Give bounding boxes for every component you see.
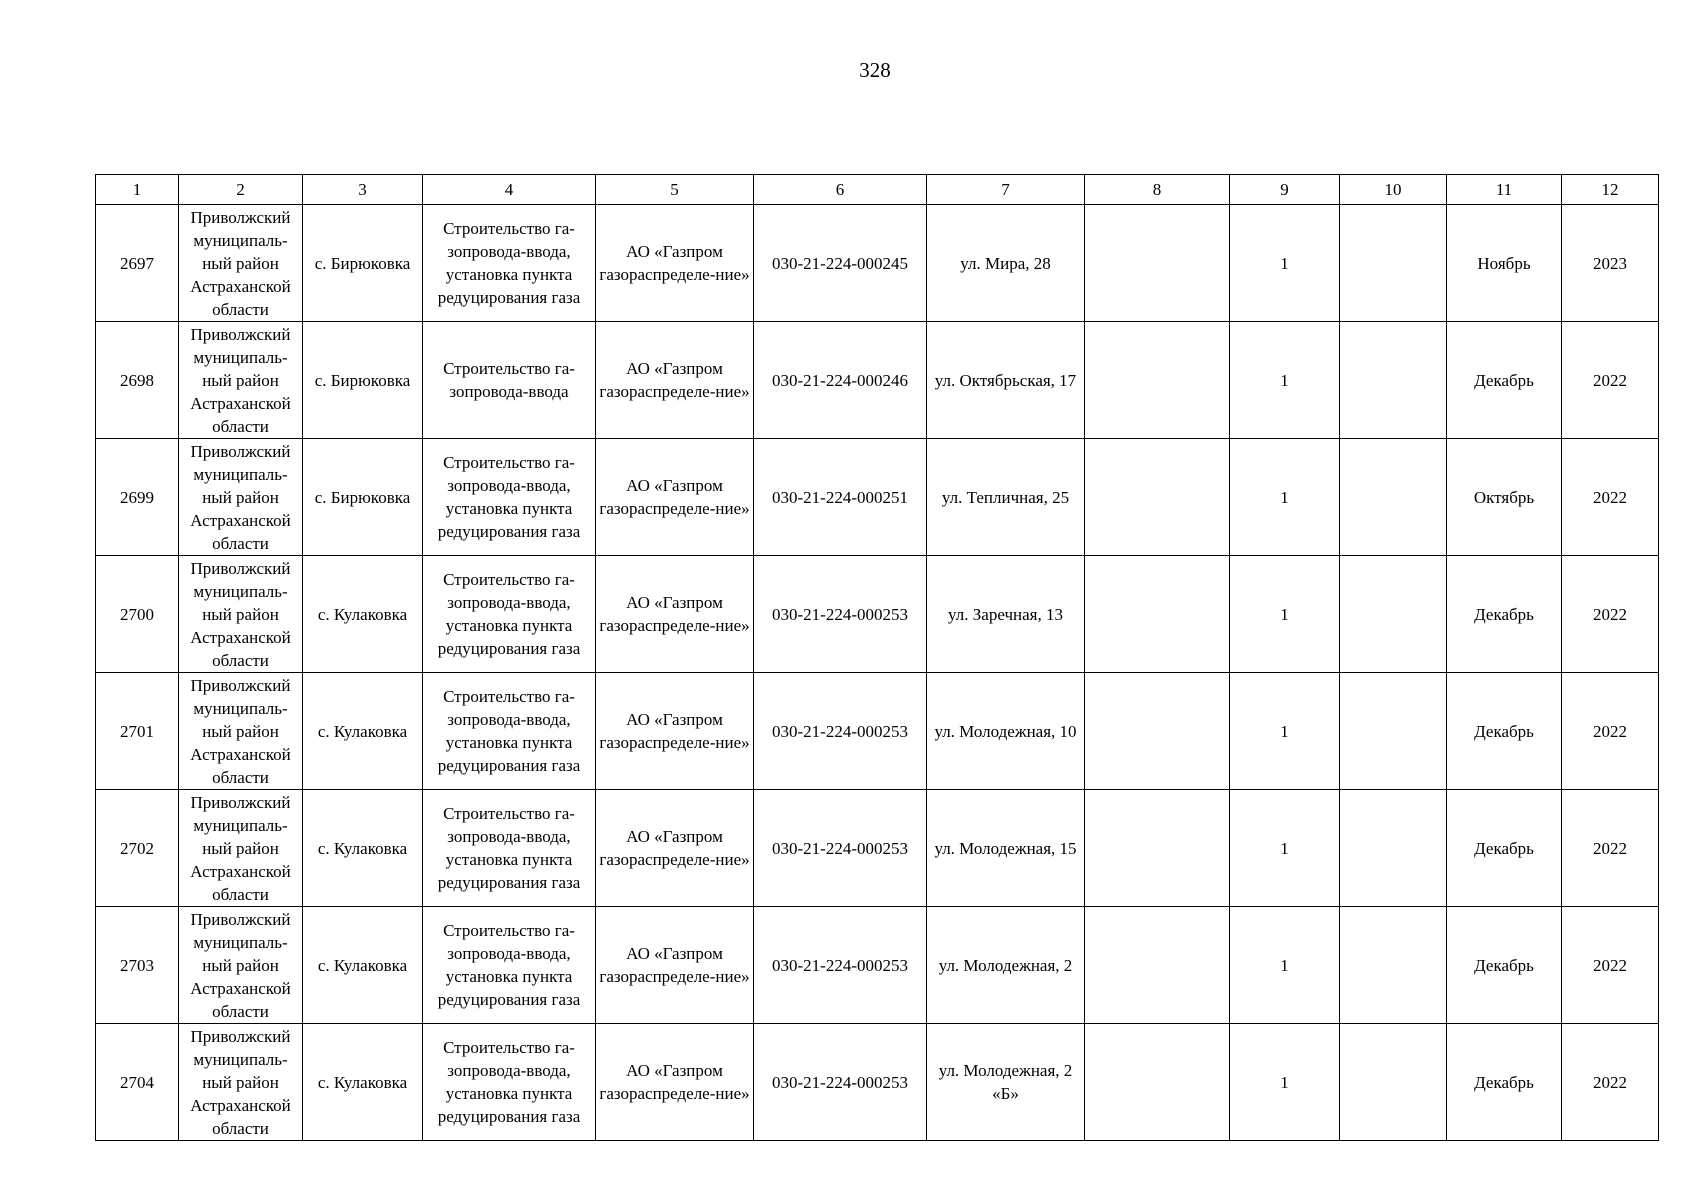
- cell-settlement: [303, 907, 423, 1024]
- cell-object-code: [754, 1024, 927, 1141]
- cell-text: Декабрь: [1474, 604, 1534, 624]
- cell-month: [1447, 439, 1562, 556]
- cell-district: [179, 322, 303, 439]
- cell-col-10: [1340, 673, 1447, 790]
- cell-text: Ноябрь: [1477, 253, 1531, 273]
- cell-object-code: [754, 790, 927, 907]
- cell-work-type: [423, 205, 596, 322]
- page-number: 328: [859, 58, 891, 82]
- header-cell-5: 5: [596, 175, 754, 205]
- cell-object-code: [754, 556, 927, 673]
- cell-text: с. Бирюковка: [314, 253, 411, 273]
- cell-text: АО «Газпром газораспределе-ние»: [599, 827, 750, 869]
- header-cell-11: 11: [1447, 175, 1562, 205]
- cell-operator: [596, 439, 754, 556]
- cell-text: 2702: [120, 838, 154, 858]
- cell-text: с. Кулаковка: [317, 838, 408, 858]
- table-header-row: [96, 175, 1659, 205]
- cell-text: 1: [1280, 370, 1289, 390]
- cell-text: с. Кулаковка: [317, 721, 408, 741]
- cell-quantity: [1230, 322, 1340, 439]
- cell-text: 030-21-224-000246: [772, 370, 908, 390]
- cell-text: АО «Газпром газораспределе-ние»: [599, 593, 750, 635]
- header-cell-1: 1: [96, 175, 179, 205]
- header-cell-7: 7: [927, 175, 1085, 205]
- table-row: [96, 673, 1659, 790]
- cell-row-number: [96, 673, 179, 790]
- cell-text: 030-21-224-000253: [772, 721, 908, 741]
- cell-text: Приволжский муниципаль-ный район Астраханской области: [190, 441, 291, 553]
- cell-year: [1562, 1024, 1659, 1141]
- cell-text: ул. Заречная, 13: [948, 604, 1063, 624]
- cell-text: 030-21-224-000253: [772, 955, 908, 975]
- cell-quantity: [1230, 1024, 1340, 1141]
- cell-text: 2023: [1593, 253, 1627, 273]
- cell-address: [927, 322, 1085, 439]
- cell-text: Приволжский муниципаль-ный район Астраханской области: [190, 909, 291, 1021]
- cell-text: с. Кулаковка: [317, 955, 408, 975]
- cell-district: [179, 439, 303, 556]
- cell-district: [179, 790, 303, 907]
- cell-year: [1562, 439, 1659, 556]
- cell-text: 2022: [1593, 487, 1627, 507]
- cell-text: Строительство га-зопровода-ввода, установка пункта редуцирования газа: [437, 921, 581, 1009]
- cell-row-number: [96, 439, 179, 556]
- cell-district: [179, 907, 303, 1024]
- cell-settlement: [303, 322, 423, 439]
- cell-col-8: [1085, 673, 1230, 790]
- cell-col-8: [1085, 907, 1230, 1024]
- cell-work-type: [423, 1024, 596, 1141]
- table-row: [96, 1024, 1659, 1141]
- cell-text: Октябрь: [1473, 487, 1535, 507]
- cell-year: [1562, 673, 1659, 790]
- cell-text: Строительство га-зопровода-ввода, установка пункта редуцирования газа: [437, 1038, 581, 1126]
- table-row: [96, 439, 1659, 556]
- cell-work-type: [423, 673, 596, 790]
- cell-quantity: [1230, 673, 1340, 790]
- cell-quantity: [1230, 556, 1340, 673]
- cell-text: 2700: [120, 604, 154, 624]
- cell-settlement: [303, 790, 423, 907]
- cell-text: АО «Газпром газораспределе-ние»: [599, 476, 750, 518]
- cell-row-number: [96, 322, 179, 439]
- cell-text: 030-21-224-000253: [772, 604, 908, 624]
- cell-work-type: [423, 790, 596, 907]
- cell-month: [1447, 907, 1562, 1024]
- cell-address: [927, 205, 1085, 322]
- cell-month: [1447, 673, 1562, 790]
- cell-col-10: [1340, 556, 1447, 673]
- cell-text: Приволжский муниципаль-ный район Астраханской области: [190, 324, 291, 436]
- cell-text: 2697: [120, 253, 154, 273]
- cell-text: Приволжский муниципаль-ный район Астраханской области: [190, 1026, 291, 1138]
- cell-text: Приволжский муниципаль-ный район Астраханской области: [190, 675, 291, 787]
- cell-text: 2699: [120, 487, 154, 507]
- cell-work-type: [423, 439, 596, 556]
- cell-year: [1562, 790, 1659, 907]
- cell-district: [179, 1024, 303, 1141]
- cell-year: [1562, 322, 1659, 439]
- cell-operator: [596, 556, 754, 673]
- cell-month: [1447, 1024, 1562, 1141]
- cell-text: 2704: [120, 1072, 154, 1092]
- cell-address: [927, 1024, 1085, 1141]
- header-cell-4: 4: [423, 175, 596, 205]
- cell-text: 030-21-224-000251: [772, 487, 908, 507]
- cell-text: Строительство га-зопровода-ввода: [443, 359, 575, 401]
- table-row: [96, 790, 1659, 907]
- cell-district: [179, 205, 303, 322]
- cell-text: Строительство га-зопровода-ввода, установка пункта редуцирования газа: [437, 804, 581, 892]
- register-table: [95, 174, 1659, 1141]
- cell-text: Декабрь: [1474, 1072, 1534, 1092]
- header-cell-10: 10: [1340, 175, 1447, 205]
- table-row: [96, 322, 1659, 439]
- cell-object-code: [754, 673, 927, 790]
- table-row: [96, 556, 1659, 673]
- cell-object-code: [754, 907, 927, 1024]
- cell-address: [927, 556, 1085, 673]
- cell-text: с. Бирюковка: [314, 487, 411, 507]
- cell-text: Приволжский муниципаль-ный район Астраханской области: [190, 207, 291, 319]
- cell-text: ул. Молодежная, 15: [934, 838, 1077, 858]
- cell-text: Строительство га-зопровода-ввода, установка пункта редуцирования газа: [437, 453, 581, 541]
- cell-year: [1562, 205, 1659, 322]
- cell-month: [1447, 322, 1562, 439]
- cell-text: 1: [1280, 253, 1289, 273]
- cell-settlement: [303, 1024, 423, 1141]
- cell-text: Декабрь: [1474, 370, 1534, 390]
- header-cell-3: 3: [303, 175, 423, 205]
- header-cell-8: 8: [1085, 175, 1230, 205]
- cell-address: [927, 439, 1085, 556]
- cell-operator: [596, 322, 754, 439]
- cell-text: 1: [1280, 838, 1289, 858]
- cell-year: [1562, 556, 1659, 673]
- cell-text: 2698: [120, 370, 154, 390]
- cell-work-type: [423, 322, 596, 439]
- cell-month: [1447, 205, 1562, 322]
- cell-text: Декабрь: [1474, 838, 1534, 858]
- cell-text: с. Кулаковка: [317, 1072, 408, 1092]
- cell-col-10: [1340, 322, 1447, 439]
- cell-col-10: [1340, 790, 1447, 907]
- cell-settlement: [303, 673, 423, 790]
- cell-text: Приволжский муниципаль-ный район Астраханской области: [190, 558, 291, 670]
- cell-row-number: [96, 556, 179, 673]
- cell-address: [927, 790, 1085, 907]
- cell-text: 2701: [120, 721, 154, 741]
- table-body: [96, 175, 1659, 1141]
- cell-text: АО «Газпром газораспределе-ние»: [599, 710, 750, 752]
- cell-quantity: [1230, 439, 1340, 556]
- cell-text: 2022: [1593, 1072, 1627, 1092]
- cell-text: ул. Молодежная, 2: [938, 955, 1073, 975]
- cell-col-10: [1340, 205, 1447, 322]
- cell-text: 2022: [1593, 838, 1627, 858]
- cell-text: 030-21-224-000253: [772, 838, 908, 858]
- cell-text: Строительство га-зопровода-ввода, установка пункта редуцирования газа: [437, 570, 581, 658]
- cell-text: ул. Молодежная, 2 «Б»: [938, 1061, 1073, 1103]
- cell-quantity: [1230, 790, 1340, 907]
- cell-col-8: [1085, 790, 1230, 907]
- cell-object-code: [754, 439, 927, 556]
- cell-text: 030-21-224-000253: [772, 1072, 908, 1092]
- cell-row-number: [96, 205, 179, 322]
- cell-operator: [596, 205, 754, 322]
- cell-operator: [596, 790, 754, 907]
- cell-text: Приволжский муниципаль-ный район Астраханской области: [190, 792, 291, 904]
- cell-col-10: [1340, 1024, 1447, 1141]
- cell-text: 1: [1280, 721, 1289, 741]
- cell-text: Строительство га-зопровода-ввода, установка пункта редуцирования газа: [437, 687, 581, 775]
- cell-text: 1: [1280, 1072, 1289, 1092]
- cell-address: [927, 673, 1085, 790]
- cell-text: АО «Газпром газораспределе-ние»: [599, 944, 750, 986]
- cell-text: 030-21-224-000245: [772, 253, 908, 273]
- cell-col-8: [1085, 439, 1230, 556]
- cell-operator: [596, 673, 754, 790]
- cell-row-number: [96, 907, 179, 1024]
- cell-col-8: [1085, 1024, 1230, 1141]
- cell-text: ул. Молодежная, 10: [934, 721, 1077, 741]
- cell-year: [1562, 907, 1659, 1024]
- header-cell-6: 6: [754, 175, 927, 205]
- cell-text: Декабрь: [1474, 721, 1534, 741]
- cell-text: АО «Газпром газораспределе-ние»: [599, 1061, 750, 1103]
- cell-object-code: [754, 205, 927, 322]
- cell-settlement: [303, 439, 423, 556]
- table-row: [96, 205, 1659, 322]
- cell-text: 2022: [1593, 721, 1627, 741]
- cell-col-8: [1085, 205, 1230, 322]
- cell-district: [179, 673, 303, 790]
- cell-settlement: [303, 556, 423, 673]
- cell-district: [179, 556, 303, 673]
- header-cell-9: 9: [1230, 175, 1340, 205]
- cell-text: 1: [1280, 487, 1289, 507]
- cell-col-8: [1085, 556, 1230, 673]
- cell-text: 2022: [1593, 955, 1627, 975]
- cell-work-type: [423, 556, 596, 673]
- cell-text: с. Кулаковка: [317, 604, 408, 624]
- cell-work-type: [423, 907, 596, 1024]
- cell-object-code: [754, 322, 927, 439]
- cell-text: ул. Мира, 28: [960, 253, 1051, 273]
- table-row: [96, 907, 1659, 1024]
- cell-text: Строительство га-зопровода-ввода, установка пункта редуцирования газа: [437, 219, 581, 307]
- header-cell-2: 2: [179, 175, 303, 205]
- cell-text: АО «Газпром газораспределе-ние»: [599, 242, 750, 284]
- cell-text: 2703: [120, 955, 154, 975]
- cell-quantity: [1230, 205, 1340, 322]
- cell-col-10: [1340, 439, 1447, 556]
- cell-text: Декабрь: [1474, 955, 1534, 975]
- cell-row-number: [96, 790, 179, 907]
- cell-col-8: [1085, 322, 1230, 439]
- cell-text: 1: [1280, 955, 1289, 975]
- cell-address: [927, 907, 1085, 1024]
- cell-row-number: [96, 1024, 179, 1141]
- cell-text: с. Бирюковка: [314, 370, 411, 390]
- cell-month: [1447, 556, 1562, 673]
- cell-month: [1447, 790, 1562, 907]
- cell-text: ул. Октябрьская, 17: [934, 370, 1077, 390]
- cell-operator: [596, 1024, 754, 1141]
- cell-text: ул. Тепличная, 25: [941, 487, 1070, 507]
- cell-settlement: [303, 205, 423, 322]
- cell-text: 2022: [1593, 604, 1627, 624]
- cell-col-10: [1340, 907, 1447, 1024]
- cell-operator: [596, 907, 754, 1024]
- cell-text: АО «Газпром газораспределе-ние»: [599, 359, 750, 401]
- cell-text: 2022: [1593, 370, 1627, 390]
- cell-quantity: [1230, 907, 1340, 1024]
- cell-text: 1: [1280, 604, 1289, 624]
- header-cell-12: 12: [1562, 175, 1659, 205]
